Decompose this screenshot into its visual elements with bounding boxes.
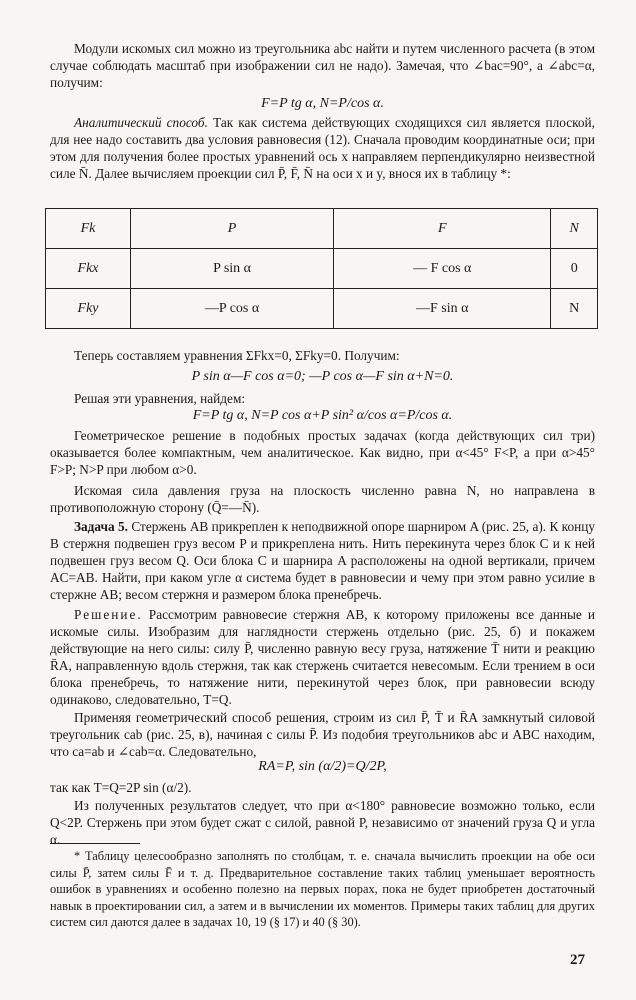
page-number: 27: [570, 952, 585, 968]
paragraph-modules: Модули искомых сил можно из треугольника abc найти и путем численного расчета (в этом случае соблюдать масштаб при изображении сил не надо). Замечая, что ∠bac=90°, а ∠abc=α, получим:: [50, 41, 595, 90]
table-row: [46, 289, 598, 329]
formula-solution: F=P tg α, N=P cos α+P sin² α/cos α=P/cos α.: [192, 408, 453, 423]
formula-f-n: F=P tg α, N=P/cos α.: [261, 96, 384, 111]
paragraph-solving: Решая эти уравнения, найдем:: [74, 391, 246, 406]
paragraph-geometric-method: Применяя геометрический способ решения, строим из сил P̄, T̄ и R̄A замкнутый силовой треугольник cab (рис. 25, в), начиная с силы P̄. Из подобия треугольников abc и ABC находим, что ca=ab и ∠cab=α. Следовательно,: [50, 710, 595, 759]
projection-table: [45, 208, 598, 329]
footnote-divider: [50, 843, 140, 844]
table-cell: —F sin α: [334, 289, 551, 329]
paragraph-solution: [50, 606, 595, 708]
solution-text: Рассмотрим равновесие стержня AB, к которому приложены все данные и искомые силы. Изобразим для наглядности стержень отдельно (рис. 25, б) и покажем действующие на него силы: силу P̄, численно равную весу груза, натяжение T̄ нити и реакцию R̄A, направленную вдоль стержня, так как стержень считается невесомым. Если трением в оси блока пренебречь, то натяжение нити, перекинутой через блок, при равновесии всюду одинаково, следовательно, T=Q.: [50, 607, 595, 707]
table-header-row: [46, 209, 598, 249]
table-row: [46, 249, 598, 289]
paragraph-analytic: [50, 114, 595, 182]
table-cell: P sin α: [131, 249, 334, 289]
formula-ra: RA=P, sin (α/2)=Q/2P,: [258, 759, 387, 774]
table-header-cell: N: [551, 209, 598, 249]
paragraph-equations-intro: Теперь составляем уравнения ΣFkx=0, ΣFky=0. Получим:: [74, 348, 400, 363]
table-cell: Fky: [46, 289, 131, 329]
table-cell: Fkx: [46, 249, 131, 289]
paragraph-since: так как T=Q=2P sin (α/2).: [50, 780, 192, 795]
solution-heading: Решение.: [74, 607, 143, 622]
table-header-cell: Fk: [46, 209, 131, 249]
formula-equilibrium: P sin α—F cos α=0; —P cos α—F sin α+N=0.: [191, 369, 454, 384]
table-header-cell: P: [131, 209, 334, 249]
paragraph-geometric: Геометрическое решение в подобных простых задачах (когда действующих сил три) оказывается более компактным, чем аналитическое. Как видно, при α<45° F<P, а при α>45° F>P; N>P при любом α>0.: [50, 428, 595, 477]
table-cell: —P cos α: [131, 289, 334, 329]
task5-heading: Задача 5.: [74, 519, 128, 534]
table-cell: 0: [551, 249, 598, 289]
table-cell: — F cos α: [334, 249, 551, 289]
paragraph-pressure: Искомая сила давления груза на плоскость численно равна N, но направлена в противоположную сторону (Q̄=—N̄).: [50, 483, 595, 515]
paragraph-task5: [50, 518, 595, 603]
table-header-cell: F: [334, 209, 551, 249]
analytic-method-heading: Аналитический способ.: [74, 115, 208, 130]
footnote: * Таблицу целесообразно заполнять по столбцам, т. е. сначала вычислить проекции на обе оси силы P̄, затем силы F̄ и т. д. Предварительное составление таких таблиц уменьшает вероятность ошибок в уравнениях и особенно полезно на первых порах, пока не будет приобретен достаточный навык в проектировании сил, а затем и в вычислении их моментов. Примеры таких таблиц для других систем сил даются далее в задачах 10, 19 (§ 17) и 40 (§ 30).: [50, 849, 595, 929]
task5-text: Стержень AB прикреплен к неподвижной опоре шарниром A (рис. 25, а). К концу B стержня подвешен груз весом P и прикреплена нить. Нить перекинута через блок C и к ней подвешен груз весом Q. Оси блока C и шарнира A расположены на одной вертикали, причем AC=AB. Найти, при каком угле α система будет в равновесии и чему при этом равно усилие в стержне AB; весом стержня и размером блока пренебречь.: [50, 519, 595, 602]
paragraph-conclusion: Из полученных результатов следует, что при α<180° равновесие возможно только, если Q<2P. Стержень при этом будет сжат с силой, равной P, независимо от значений груза Q и угла α.: [50, 798, 595, 847]
table-cell: N: [551, 289, 598, 329]
analytic-method-text: Так как система действующих сходящихся сил является плоской, для нее надо составить два условия равновесия (12). Сначала проводим координатные оси; при этом для получения более простых уравнений ось x направляем перпендикулярно неизвестной силе N̄. Далее вычисляем проекции сил P̄, F̄, N̄ на оси x и y, внося их в таблицу *:: [50, 115, 595, 181]
